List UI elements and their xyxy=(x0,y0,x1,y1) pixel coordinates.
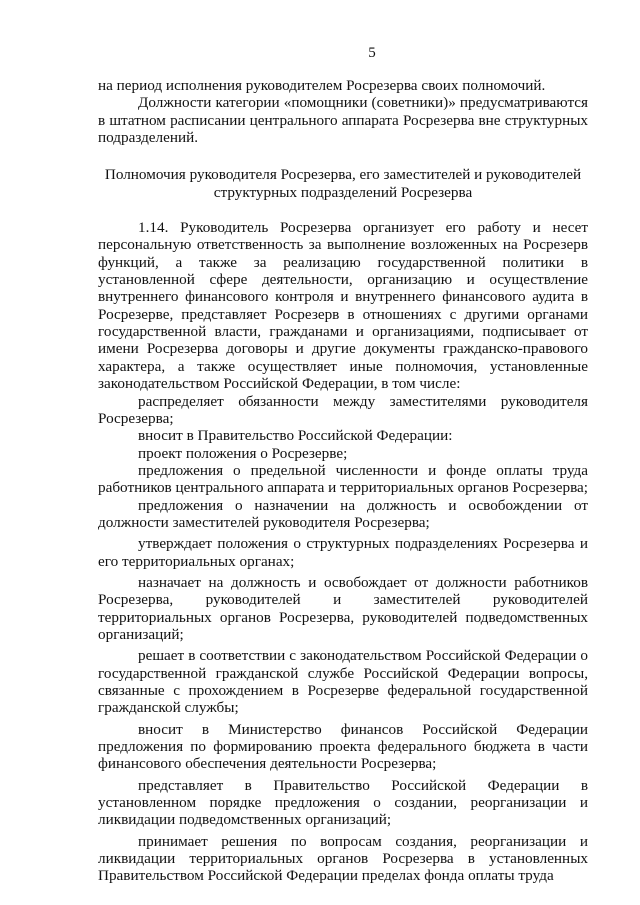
list-item: предложения о предельной численности и фонде оплаты труда работников центрального аппарата и территориальных органов Росрезерва; xyxy=(98,461,588,497)
list-item: вносит в Правительство Российской Федерации: xyxy=(138,427,453,445)
clause-1-14: 1.14. Руководитель Росрезерва организует его работу и несет персональную ответственность за выполнение возложенных на Росрезерв функций, а также за реализацию государственной политики в установленной сфере деятельности, организацию и осуществление внутреннего финансового контроля и внутреннего финансового аудита в Росрезерве, представляет Росрезерв в отношениях с другими органами государственной власти, гражданами и организациями, подписывает от имени Росрезерва договоры и другие документы гражданско-правового характера, а также осуществляет иные полномочия, установленные законодательством Российской Федерации, в том числе: xyxy=(98,219,588,393)
list-item: решает в соответствии с законодательством Российской Федерации о государственной гражданской службе Российской Федерации вопросы, связанные с прохождением в Росрезерве федеральной государственной гражданской службы; xyxy=(98,647,588,717)
list-item: назначает на должность и освобождает от должности работников Росрезерва, руководителей и заместителей руководителей территориальных органов Росрезерва, руководителей подведомственных организаций; xyxy=(98,573,588,643)
list-item: вносит в Министерство финансов Российской Федерации предложения по формированию проекта федерального бюджета в части финансового обеспечения деятельности Росрезерва; xyxy=(98,720,588,773)
list-item: принимает решения по вопросам создания, реорганизации и ликвидации территориальных органов Росрезерва в установленных Правительством Российской Федерации пределах фонда оплаты труда xyxy=(98,832,588,885)
list-item: представляет в Правительство Российской Федерации в установленном порядке предложения о создании, реорганизации и ликвидации подведомственных организаций; xyxy=(98,776,588,829)
list-item: распределяет обязанности между заместителями руководителя Росрезерва; xyxy=(98,392,588,427)
document-body xyxy=(98,77,588,885)
paragraph-continuation: на период исполнения руководителем Росрезерва своих полномочий. xyxy=(98,77,546,94)
list-item: проект положения о Росрезерве; xyxy=(138,444,348,462)
list-item: предложения о назначении на должность и освобождении от должности заместителей руководителя Росрезерва; xyxy=(98,496,588,531)
page-number: 5 xyxy=(368,45,376,61)
paragraph-advisors: Должности категории «помощники (советники)» предусматриваются в штатном расписании центрального аппарата Росрезерва вне структурных подразделений. xyxy=(98,94,588,147)
list-item: утверждает положения о структурных подразделениях Росрезерва и его территориальных органах; xyxy=(98,535,588,570)
section-title: Полномочия руководителя Росрезерва, его заместителей и руководителей структурных подразделений Росрезерва xyxy=(104,166,582,201)
